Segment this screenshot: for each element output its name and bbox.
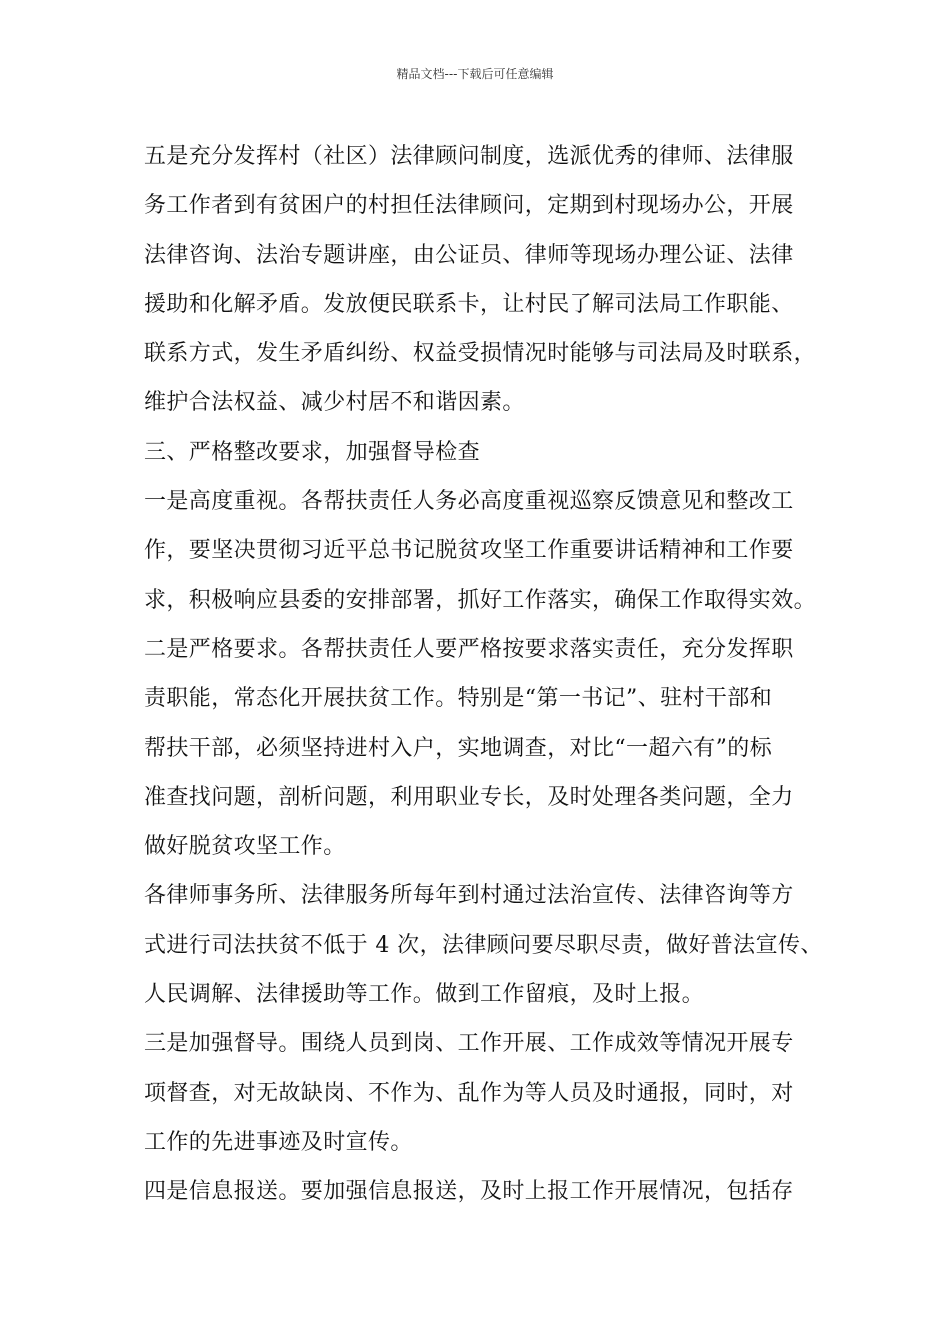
text-line: 各律师事务所、法律服务所每年到村通过法治宣传、法律咨询等方 [144,883,794,909]
text-line: 工作的先进事迹及时宣传。 [144,1129,413,1155]
text-line: 做好脱贫攻坚工作。 [144,834,346,860]
text-line: 人民调解、法律援助等工作。做到工作留痕，及时上报。 [144,982,705,1008]
section-heading: 三、严格整改要求，加强督导检查 [144,439,481,465]
text-line: 二是严格要求。各帮扶责任人要严格按要求落实责任，充分发挥职 [144,636,794,662]
text-line: 法律咨询、法治专题讲座，由公证员、律师等现场办理公证、法律 [144,242,794,268]
text-line: 联系方式，发生矛盾纠纷、权益受损情况时能够与司法局及时联系， [144,341,817,367]
text-line: 一是高度重视。各帮扶责任人务必高度重视巡察反馈意见和整改工 [144,489,794,515]
text-line: 三是加强督导。围绕人员到岗、工作开展、工作成效等情况开展专 [144,1031,794,1057]
text-line: 准查找问题，剖析问题，利用职业专长，及时处理各类问题，全力 [144,784,794,810]
text-line: 务工作者到有贫困户的村担任法律顾问，定期到村现场办公，开展 [144,193,794,219]
text-line: 责职能，常态化开展扶贫工作。特别是“第一书记”、驻村干部和 [144,686,773,712]
text-line: 帮扶干部，必须坚持进村入户，实地调查，对比“一超六有”的标 [144,735,773,761]
text-line: 维护合法权益、减少村居不和谐因素。 [144,390,525,416]
document-body [144,132,834,1217]
text-line: 四是信息报送。要加强信息报送，及时上报工作开展情况，包括存 [144,1179,794,1205]
text-line: 五是充分发挥村（社区）法律顾问制度，选派优秀的律师、法律服 [144,144,794,169]
text-line: 式进行司法扶贫不低于 4 次，法律顾问要尽职尽责，做好普法宣传、 [144,932,823,958]
page-header: 精品文档---下载后可任意编辑 [396,67,554,81]
text-line: 作，要坚决贯彻习近平总书记脱贫攻坚工作重要讲话精神和工作要 [144,538,794,564]
text-line: 援助和化解矛盾。发放便民联系卡，让村民了解司法局工作职能、 [144,291,794,317]
text-line: 项督查，对无故缺岗、不作为、乱作为等人员及时通报，同时，对 [144,1080,794,1106]
text-line: 求，积极响应县委的安排部署，抓好工作落实，确保工作取得实效。 [144,587,817,613]
